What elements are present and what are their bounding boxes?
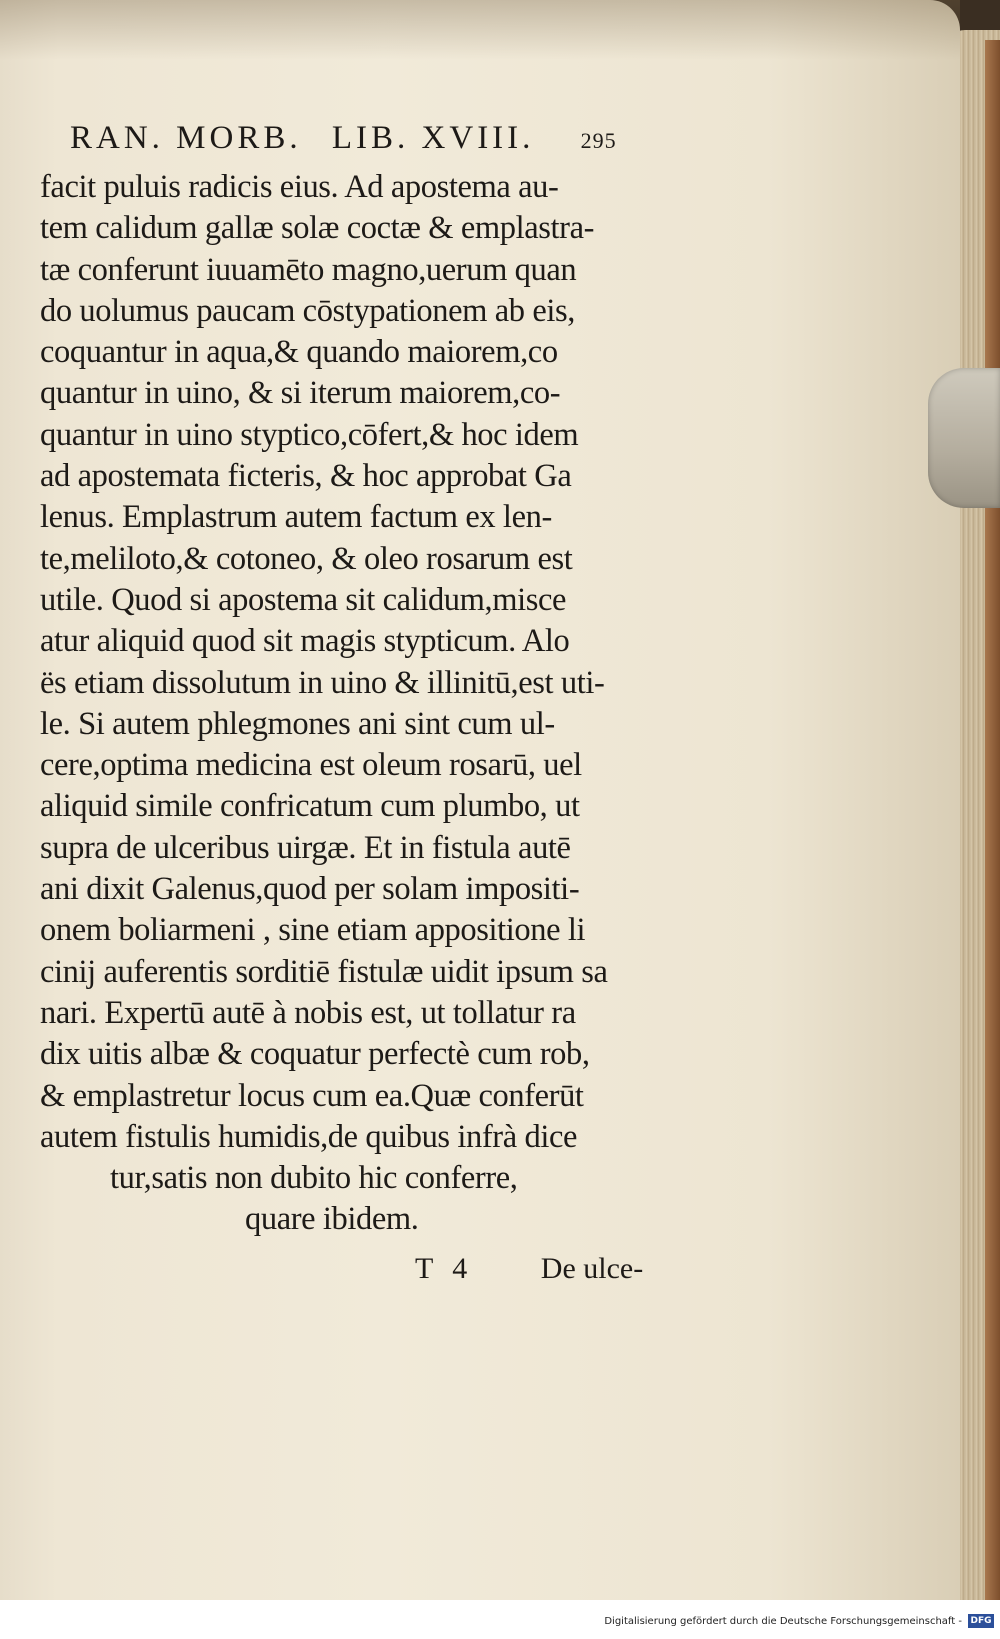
text-line: lenus. Emplastrum autem factum ex len-: [40, 499, 552, 536]
running-head-book: LIB. XVIII.: [331, 120, 535, 156]
running-head-title: RAN. MORB.: [70, 120, 302, 156]
text-line: cinij auferentis sorditiē fistulæ uidit ipsum sa: [40, 953, 608, 990]
dfg-logo: DFG: [968, 1614, 994, 1628]
text-line: cere,optima medicina est oleum rosarū, uel: [40, 747, 582, 784]
catchline: [40, 1249, 700, 1289]
text-line: facit puluis radicis eius. Ad apostema au-: [40, 169, 559, 205]
folio-number: 295: [580, 128, 617, 153]
text-line: atur aliquid quod sit magis stypticum. Alo: [40, 623, 570, 660]
page-text: [40, 118, 700, 1289]
catchword: De ulce-: [540, 1251, 644, 1285]
closing-line: quare ibidem.: [245, 1201, 419, 1238]
text-line: ani dixit Galenus,quod per solam impositi-: [40, 871, 580, 908]
text-line: supra de ulceribus uirgæ. Et in fistula autē: [40, 829, 571, 866]
text-line: nari. Expertū autē à nobis est, ut tollatur ra: [40, 994, 576, 1031]
text-line: tem calidum gallæ solæ coctæ & emplastra-: [40, 210, 595, 247]
running-head: [70, 118, 700, 161]
text-line: le. Si autem phlegmones ani sint cum ul-: [40, 705, 555, 742]
book-cover-edge: [985, 40, 1000, 1600]
text-line: dix uitis albæ & coquatur perfectè cum rob,: [40, 1036, 590, 1073]
page-tab-marker: [928, 368, 1000, 508]
text-line: ës etiam dissolutum in uino & illinitū,est uti-: [40, 664, 605, 701]
text-line: ad apostemata ficteris, & hoc approbat Ga: [40, 458, 572, 495]
text-line: do uolumus paucam cōstypationem ab eis,: [40, 292, 575, 329]
text-line: & emplastretur locus cum ea.Quæ conferūt: [40, 1077, 584, 1114]
text-line: utile. Quod si apostema sit calidum,misce: [40, 581, 567, 618]
text-line: te,meliloto,& cotoneo, & oleo rosarum est: [40, 540, 573, 577]
closing-line: tur,satis non dubito hic conferre,: [110, 1160, 518, 1197]
text-line: coquantur in aqua,& quando maiorem,co: [40, 334, 558, 371]
funding-credit: Digitalisierung gefördert durch die Deutsche Forschungsgemeinschaft -: [604, 1616, 962, 1627]
text-line: quantur in uino styptico,cōfert,& hoc idem: [40, 416, 579, 453]
text-line: autem fistulis humidis,de quibus infrà dice: [40, 1118, 578, 1155]
page-top-shadow: [0, 0, 960, 60]
body-text: [40, 167, 700, 1158]
text-line: aliquid simile confricatum cum plumbo, ut: [40, 788, 580, 825]
text-line: onem boliarmeni , sine etiam appositione li: [40, 912, 586, 949]
text-line: quantur in uino, & si iterum maiorem,co-: [40, 375, 561, 412]
footer-bar: [0, 1608, 1000, 1639]
text-line: tæ conferunt iuuamēto magno,uerum quan: [40, 251, 577, 288]
signature-mark: T 4: [415, 1251, 474, 1285]
